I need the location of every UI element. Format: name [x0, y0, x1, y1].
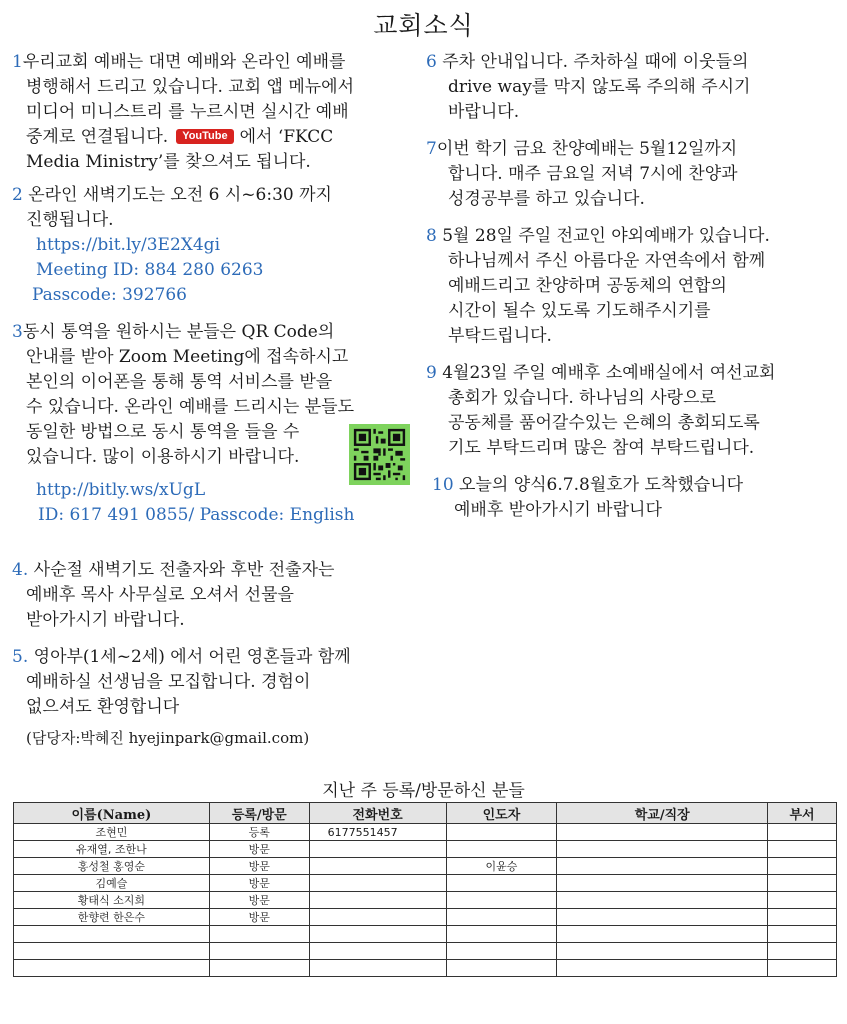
cell-guide [446, 960, 557, 977]
cell-status [209, 943, 309, 960]
notice-text: 시간이 될수 있도록 기도해주시기를 [448, 301, 711, 321]
item-number: 8 [426, 226, 437, 246]
page-title: 교회소식 [373, 11, 474, 40]
notice-item-9 [426, 361, 838, 461]
cell-department [768, 858, 837, 875]
table-row [14, 960, 837, 977]
interpretation-link[interactable]: http://bitly.ws/xUgL [36, 480, 206, 500]
cell-name [14, 943, 210, 960]
cell-school-work [557, 943, 768, 960]
contact-info: (담당자:박혜진 hyejinpark@gmail.com) [26, 729, 310, 747]
passcode: Passcode: 392766 [32, 285, 187, 305]
cell-phone [309, 858, 446, 875]
cell-status: 방문 [209, 892, 309, 909]
youtube-icon[interactable]: YouTube [176, 129, 233, 144]
notice-item-5 [12, 645, 417, 751]
notice-text: 동시 통역을 원하시는 분들은 QR Code의 [22, 322, 335, 342]
col-header-department: 부서 [768, 803, 837, 824]
cell-department [768, 960, 837, 977]
cell-guide [446, 875, 557, 892]
left-column [12, 50, 417, 751]
cell-phone [309, 960, 446, 977]
cell-guide [446, 824, 557, 841]
notice-text: 우리교회 예배는 대면 예배와 온라인 예배를 [22, 52, 346, 72]
cell-name: 조현민 [14, 824, 210, 841]
cell-school-work [557, 875, 768, 892]
cell-name [14, 960, 210, 977]
cell-status [209, 960, 309, 977]
notice-text: 주차 안내입니다. 주차하실 때에 이웃들의 [442, 52, 749, 72]
notice-text: 공동체를 품어갈수있는 은혜의 총회되도록 [448, 413, 760, 433]
cell-school-work [557, 960, 768, 977]
cell-department [768, 841, 837, 858]
col-header-name: 이름(Name) [14, 803, 210, 824]
cell-phone [309, 909, 446, 926]
visitor-table [13, 802, 837, 977]
table-row [14, 943, 837, 960]
table-row [14, 909, 837, 926]
cell-guide [446, 909, 557, 926]
right-column [426, 50, 838, 523]
table-row [14, 858, 837, 875]
table-row [14, 892, 837, 909]
cell-department [768, 824, 837, 841]
cell-guide: 이윤승 [446, 858, 557, 875]
notice-text: 에서 ‘FKCC [239, 127, 334, 147]
notice-text: 예배후 목사 사무실로 오셔서 선물을 [26, 585, 294, 605]
notice-text: 없으셔도 환영합니다 [26, 697, 180, 717]
notice-item-6 [426, 50, 838, 125]
notice-text: 받아가시기 바랍니다. [26, 610, 185, 630]
cell-name: 유재열, 조한나 [14, 841, 210, 858]
notice-item-8 [426, 224, 838, 349]
notice-text: 중계로 연결됩니다. [26, 127, 169, 147]
cell-phone: 6177551457 [309, 824, 446, 841]
notice-text: 동일한 방법으로 동시 통역을 들을 수 [26, 422, 300, 442]
cell-department [768, 943, 837, 960]
notice-text: 부탁드립니다. [448, 326, 552, 346]
cell-school-work [557, 892, 768, 909]
notice-text: 온라인 새벽기도는 오전 6 시~6:30 까지 [28, 185, 332, 205]
item-number: 3 [12, 322, 23, 342]
notice-text: 4월23일 주일 예배후 소예배실에서 여선교회 [442, 363, 776, 383]
notice-text: 성경공부를 하고 있습니다. [448, 189, 645, 209]
notice-item-2 [12, 183, 417, 308]
cell-name [14, 926, 210, 943]
col-header-school-work: 학교/직장 [557, 803, 768, 824]
cell-name: 한향련 한은수 [14, 909, 210, 926]
notice-text: 오늘의 양식6.7.8월호가 도착했습니다 [459, 475, 744, 495]
item-number: 10 [432, 475, 454, 495]
notice-text: 합니다. 매주 금요일 저녁 7시에 찬양과 [448, 164, 738, 184]
table-header-row [14, 803, 837, 824]
table-row [14, 824, 837, 841]
zoom-link[interactable]: https://bit.ly/3E2X4gi [36, 235, 221, 255]
col-header-guide: 인도자 [446, 803, 557, 824]
meeting-id: ID: 617 491 0855/ Passcode: English [38, 505, 355, 525]
cell-department [768, 909, 837, 926]
cell-school-work [557, 926, 768, 943]
cell-status: 방문 [209, 858, 309, 875]
notice-text: 안내를 받아 Zoom Meeting에 접속하시고 [26, 347, 349, 367]
cell-phone [309, 943, 446, 960]
cell-school-work [557, 841, 768, 858]
notice-text: 본인의 이어폰을 통해 통역 서비스를 받을 [26, 372, 333, 392]
notice-text: 예배하실 선생님을 모집합니다. 경험이 [26, 672, 311, 692]
cell-name: 홍성철 홍영순 [14, 858, 210, 875]
cell-status: 등록 [209, 824, 309, 841]
notice-item-4 [12, 558, 417, 633]
cell-department [768, 892, 837, 909]
table-row [14, 875, 837, 892]
col-header-status: 등록/방문 [209, 803, 309, 824]
cell-school-work [557, 824, 768, 841]
notice-text: 있습니다. 많이 이용하시기 바랍니다. [26, 447, 300, 467]
notice-text: 예배후 받아가시기 바랍니다 [454, 500, 662, 520]
notice-text: 하나님께서 주신 아름다운 자연속에서 함께 [448, 251, 766, 271]
item-number: 6 [426, 52, 437, 72]
notice-text: 5월 28일 주일 전교인 야외예배가 있습니다. [442, 226, 770, 246]
item-number: 2 [12, 185, 23, 205]
cell-phone [309, 892, 446, 909]
cell-phone [309, 926, 446, 943]
item-number: 5. [12, 647, 29, 667]
notice-text: 기도 부탁드리며 많은 참여 부탁드립니다. [448, 438, 755, 458]
cell-guide [446, 926, 557, 943]
cell-guide [446, 892, 557, 909]
item-number: 7 [426, 139, 437, 159]
table-row [14, 841, 837, 858]
cell-status [209, 926, 309, 943]
col-header-phone: 전화번호 [309, 803, 446, 824]
notice-item-10 [426, 473, 838, 523]
item-number: 1 [12, 52, 23, 72]
item-number: 4. [12, 560, 29, 580]
notice-text: 총회가 있습니다. 하나님의 사랑으로 [448, 388, 716, 408]
cell-status: 방문 [209, 875, 309, 892]
notice-text: drive way를 막지 않도록 주의해 주시기 [448, 77, 751, 97]
notice-text: 사순절 새벽기도 전출자와 후반 전출자는 [33, 560, 335, 580]
notice-text: 바랍니다. [448, 102, 520, 122]
notice-text: 미디어 미니스트리 를 누르시면 실시간 예배 [26, 102, 349, 122]
cell-guide [446, 841, 557, 858]
cell-status: 방문 [209, 841, 309, 858]
cell-guide [446, 943, 557, 960]
meeting-id: Meeting ID: 884 280 6263 [36, 260, 264, 280]
cell-phone [309, 875, 446, 892]
cell-department [768, 926, 837, 943]
cell-department [768, 875, 837, 892]
notice-text: 이번 학기 금요 찬양예배는 5월12일까지 [436, 139, 738, 159]
notice-text: 진행됩니다. [26, 210, 114, 230]
cell-name: 황태식 소지희 [14, 892, 210, 909]
cell-name: 김예슬 [14, 875, 210, 892]
notice-text: Media Ministry’를 찾으셔도 됩니다. [26, 152, 311, 172]
notice-text: 예배드리고 찬양하며 공동체의 연합의 [448, 276, 727, 296]
notice-text: 병행해서 드리고 있습니다. 교회 앱 메뉴에서 [26, 77, 355, 97]
cell-status: 방문 [209, 909, 309, 926]
cell-school-work [557, 909, 768, 926]
cell-phone [309, 841, 446, 858]
qr-code-icon[interactable] [349, 424, 410, 485]
table-title: 지난 주 등록/방문하신 분들 [322, 781, 525, 801]
item-number: 9 [426, 363, 437, 383]
cell-school-work [557, 858, 768, 875]
notice-item-1 [12, 50, 417, 175]
table-row [14, 926, 837, 943]
notice-item-7 [426, 137, 838, 212]
notice-text: 영아부(1세~2세) 에서 어린 영혼들과 함께 [33, 647, 351, 667]
notice-text: 수 있습니다. 온라인 예배를 드리시는 분들도 [26, 397, 355, 417]
